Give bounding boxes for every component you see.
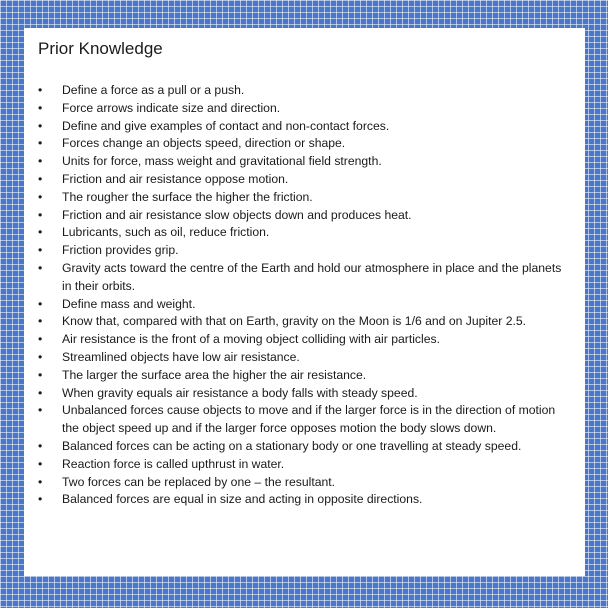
bullet-icon: • xyxy=(38,403,43,418)
bullet-icon: • xyxy=(38,314,43,329)
list-item xyxy=(38,456,571,474)
bullet-icon: • xyxy=(38,367,43,382)
list-item-text: The larger the surface area the higher the air resistance. xyxy=(62,367,367,382)
list-item xyxy=(38,100,571,118)
list-item xyxy=(38,224,571,242)
list-item-text: Two forces can be replaced by one – the resultant. xyxy=(62,474,336,489)
bullet-list xyxy=(38,82,571,509)
list-item-text: Force arrows indicate size and direction. xyxy=(62,100,281,115)
list-item-text: Friction and air resistance oppose motion. xyxy=(62,171,289,186)
list-item-text: Forces change an objects speed, direction or shape. xyxy=(62,136,346,151)
list-item-text: Define mass and weight. xyxy=(62,296,196,311)
bullet-icon: • xyxy=(38,154,43,169)
list-item xyxy=(38,331,571,349)
bullet-icon: • xyxy=(38,474,43,489)
list-item xyxy=(38,189,571,207)
bullet-icon: • xyxy=(38,100,43,115)
bullet-icon: • xyxy=(38,207,43,222)
list-item xyxy=(38,349,571,367)
bullet-icon: • xyxy=(38,83,43,97)
list-item xyxy=(38,313,571,331)
list-item-text: When gravity equals air resistance a body falls with steady speed. xyxy=(62,385,418,400)
list-item xyxy=(38,171,571,189)
list-item-text: Air resistance is the front of a moving object colliding with air particles. xyxy=(62,332,440,347)
list-item xyxy=(38,296,571,314)
bullet-icon: • xyxy=(38,136,43,151)
list-item xyxy=(38,207,571,225)
list-item xyxy=(38,367,571,385)
list-item xyxy=(38,474,571,492)
list-item-text: Friction and air resistance slow objects down and produces heat. xyxy=(62,207,412,222)
bullet-icon: • xyxy=(38,171,43,186)
list-item xyxy=(38,260,571,296)
list-item-text: Gravity acts toward the centre of the Earth and hold our atmosphere in place and the planets in their orbits. xyxy=(62,260,562,293)
list-item-text: Units for force, mass weight and gravitational field strength. xyxy=(62,154,382,169)
list-item-text: Lubricants, such as oil, reduce friction. xyxy=(62,225,270,240)
list-item xyxy=(38,491,571,509)
bullet-icon: • xyxy=(38,349,43,364)
list-item-text: Define a force as a pull or a push. xyxy=(62,83,245,97)
list-item xyxy=(38,385,571,403)
bullet-icon: • xyxy=(38,385,43,400)
bullet-icon: • xyxy=(38,296,43,311)
bullet-icon: • xyxy=(38,492,43,507)
list-item-text: Know that, compared with that on Earth, gravity on the Moon is 1/6 and on Jupiter 2.5. xyxy=(62,314,527,329)
bullet-icon: • xyxy=(38,456,43,471)
bullet-icon: • xyxy=(38,189,43,204)
list-item xyxy=(38,402,571,438)
list-item-text: Friction provides grip. xyxy=(62,243,179,258)
list-item-text: Unbalanced forces cause objects to move and if the larger force is in the direction of motion the object speed up and if the larger force opposes motion the body slows down. xyxy=(62,403,556,436)
list-item xyxy=(38,118,571,136)
list-item xyxy=(38,242,571,260)
bullet-icon: • xyxy=(38,260,43,275)
bullet-icon: • xyxy=(38,225,43,240)
list-item-text: Balanced forces can be acting on a stationary body or one travelling at steady speed. xyxy=(62,438,522,453)
bullet-icon: • xyxy=(38,438,43,453)
prior-knowledge-card xyxy=(24,28,585,576)
list-item xyxy=(38,135,571,153)
bullet-icon: • xyxy=(38,243,43,258)
page-title: Prior Knowledge xyxy=(38,39,163,58)
list-item-text: Balanced forces are equal in size and acting in opposite directions. xyxy=(62,492,423,507)
list-item-text: The rougher the surface the higher the friction. xyxy=(62,189,313,204)
list-item-text: Reaction force is called upthrust in water. xyxy=(62,456,285,471)
list-item-text: Define and give examples of contact and non-contact forces. xyxy=(62,118,390,133)
list-item xyxy=(38,153,571,171)
list-item-text: Streamlined objects have low air resistance. xyxy=(62,349,300,364)
list-item xyxy=(38,438,571,456)
bullet-icon: • xyxy=(38,332,43,347)
list-item xyxy=(38,82,571,100)
bullet-icon: • xyxy=(38,118,43,133)
